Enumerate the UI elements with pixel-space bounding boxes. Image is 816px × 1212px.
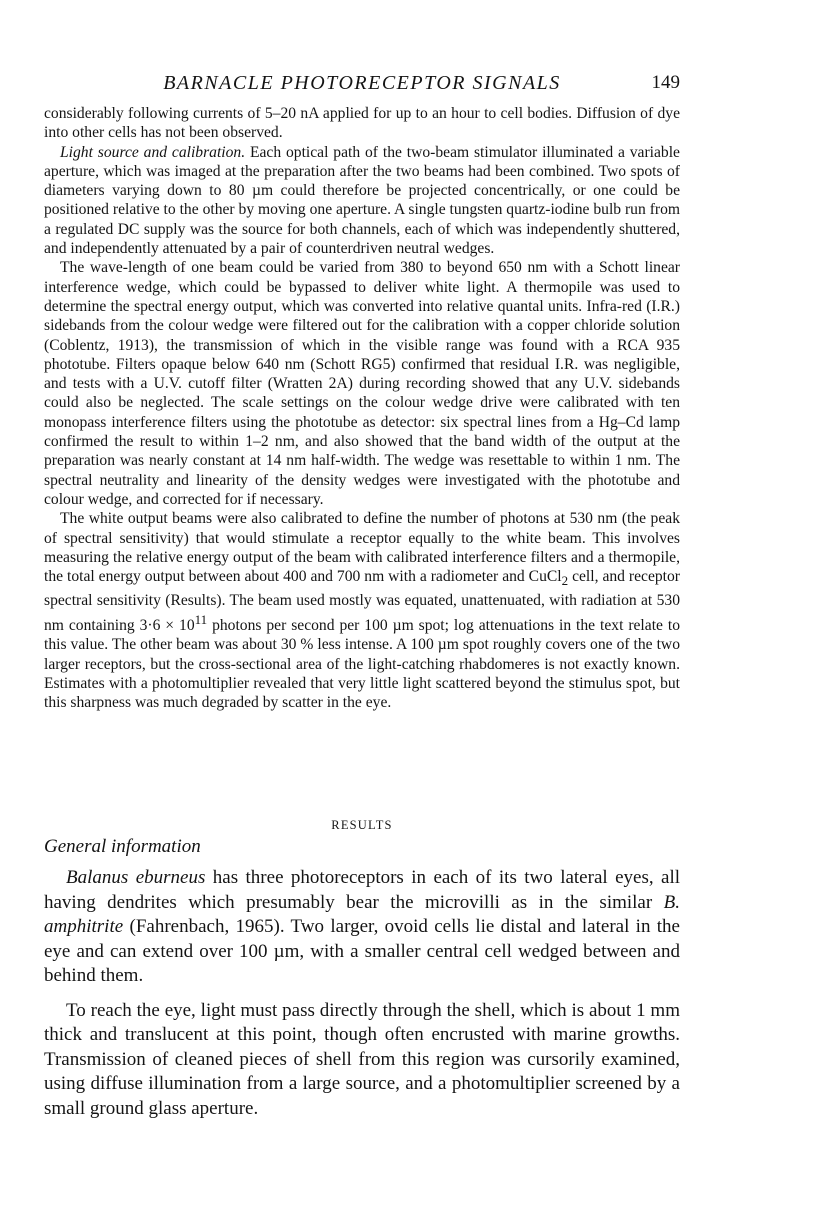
species-name: Balanus eburneus — [66, 867, 206, 888]
results-paragraph-2: To reach the eye, light must pass directly through the shell, which is about 1 mm thick and translucent at this point, though often encrusted with marine growths. Transmission of cleaned pieces of shell from this region was cursorily examined, using diffuse illumination from a large source, and a photomultiplier screened by a small ground glass aperture. — [44, 999, 680, 1119]
white-output-text-1: The white output beams were also calibrated to define the number of photons at 530 nm (the peak of spectral sensitivity) that would stimulate a receptor equally to the white beam. This involves measuring the relative energy output of the beam with calibrated interference filters and a thermopile, the total energy output between about 400 and 700 nm with a radiometer and CuCl — [44, 510, 680, 586]
page-number: 149 — [651, 72, 680, 93]
white-output-text-2: cell, and receptor spectral sensitivity (Results). The beam used mostly was equated, unattenuated, with radiation at 530 nm containing 3·6 × 10 — [44, 568, 680, 635]
results-heading: RESULTS — [331, 818, 393, 832]
methods-section — [44, 104, 680, 713]
exponent-superscript: 11 — [194, 611, 208, 627]
wavelength-paragraph: The wave-length of one beam could be varied from 380 to beyond 650 nm with a Schott linear interference wedge, which could be bypassed to deliver white light. A thermopile was used to determine the spectral energy output, which was converted into relative quantal units. Infra-red (I.R.) sidebands from the colour wedge were filtered out for the calibration with a copper chloride solution (Coblentz, 1913), the transmission of which in the visible range was found with a RCA 935 phototube. Filters opaque below 640 nm (Schott RG5) confirmed that residual I.R. was negligible, and tests with a U.V. cutoff filter (Wratten 2A) during recording showed that any U.V. sidebands could also be neglected. The scale settings on the colour wedge drive were calibrated with ten monopass interference filters using the phototube as detector: six spectral lines from a Hg–Cd lamp confirmed the result to within 1–2 nm, and also showed that the band width of the output at the preparation was nearly constant at 14 nm half-width. The wedge was resettable to within 1 nm. The spectral neutrality and linearity of the density wedges were investigated with the phototube and colour wedge, and corrected for if necessary. — [44, 259, 680, 508]
results-paragraph-1-text-a: has three photoreceptors in each of its two lateral eyes, all having dendrites which presumably bear the microvilli as in the similar — [44, 867, 680, 913]
light-source-runin-heading: Light source and calibration. — [60, 143, 246, 161]
running-title: BARNACLE PHOTORECEPTOR SIGNALS — [163, 72, 561, 94]
light-source-paragraph — [44, 143, 680, 259]
general-information-subheading: General information — [44, 836, 201, 857]
white-output-paragraph — [44, 509, 680, 712]
results-paragraph-1 — [44, 866, 680, 989]
light-source-text: Each optical path of the two-beam stimulator illuminated a variable aperture, which was imaged at the preparation after the two beams had been combined. Two spots of diameters varying down to 80 µm could therefore be projected concentrically, or one could be positioned relative to the other by moving one aperture. A single tungsten quartz-iodine bulb run from a regulated DC supply was the source for both channels, each of which was independently shuttered, and independently attenuated by a pair of counterdriven neutral wedges. — [44, 143, 680, 258]
cucl2-subscript: 2 — [561, 573, 569, 589]
white-output-text-3: photons per second per 100 µm spot; log attenuations in the text relate to this value. The other beam was about 30 % less intense. A 100 µm spot roughly covers one of the two larger receptors, but the cross-sectional area of the light-catching rhabdomeres is not exactly known. Estimates with a photomultiplier revealed that very little light scattered beyond the stimulus spot, but this sharpness was much degraded by scatter in the eye. — [44, 617, 680, 712]
continuation-paragraph: considerably following currents of 5–20 nA applied for up to an hour to cell bodies. Diffusion of dye into other cells has not been observed. — [44, 105, 680, 142]
results-section — [44, 866, 680, 1121]
species-name-2: B. amphitrite — [44, 891, 680, 937]
results-paragraph-1-text-b: (Fahrenbach, 1965). Two larger, ovoid cells lie distal and lateral in the eye and can extend over 100 µm, with a smaller central cell wedged between and behind them. — [44, 916, 680, 986]
